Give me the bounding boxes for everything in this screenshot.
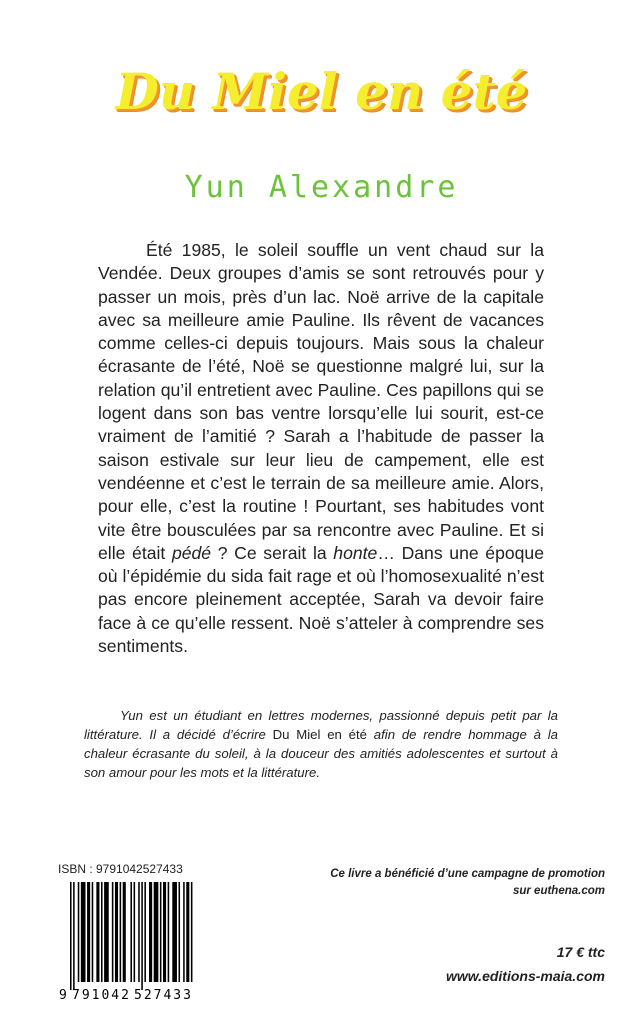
barcode-bar [112, 882, 114, 982]
bio-text-1: Yun est un étudiant en lettres modernes, passionné depuis petit par la littérature. Il a décidé d’écrire [84, 708, 558, 742]
synopsis-text-3: … Dans une époque où l’épidémie du sida fait rage et où l’homosexualité n’est pas encore pleinement acceptée, Sarah va devoir faire face à ce qu’elle ressent. Noë s’atteler à comprendre ses sentiments. [98, 542, 544, 657]
barcode-bar [130, 882, 132, 982]
promo-line-2: sur euthena.com [512, 885, 605, 897]
barcode-bar [120, 882, 122, 982]
barcode-bar [138, 882, 140, 982]
barcode-bar [163, 882, 166, 982]
bio-book-title: Du Miel en été [272, 727, 367, 742]
barcode-bar [78, 882, 80, 982]
barcode-bar [81, 882, 86, 982]
barcode-block [58, 862, 198, 1002]
bio-paragraph [84, 706, 558, 782]
promo-note [305, 866, 605, 900]
barcode-bar [179, 882, 181, 982]
barcode-digits-left: 791042 [72, 988, 131, 1002]
barcode-bar [186, 882, 189, 982]
barcode-bar [115, 882, 118, 982]
isbn-label: ISBN : 9791042527433 [58, 862, 183, 876]
promo-line-1: Ce livre a bénéficié d’une campagne de promotion [330, 868, 605, 880]
synopsis-text-2: ? Ce serait la [211, 542, 334, 563]
barcode-bar [96, 882, 99, 982]
barcode-bar [70, 882, 72, 990]
barcode-bar [160, 882, 162, 982]
synopsis-text-1: Été 1985, le soleil souffle un vent chaud sur la Vendée. Deux groupes d’amis se sont retrouvés pour y passer un mois, près d’un lac. Noë arrive de la capitale avec sa meilleure amie Pauline. Ils rêvent de vacances comme celles-ci depuis toujours. Mais sous la chaleur écrasante de l’été, Noë se questionne malgré lui, sur la relation qu’il entretient avec Pauline. Ces papillons qui se logent dans son bas ventre lorsqu’elle lui sourit, est-ce vraiment de l’amitié ? Sarah a l’habitude de passer la saison estivale sur leur lieu de campement, elle est vendéenne et c’est le terrain de sa meilleure amie. Alors, pour elle, c’est la routine ! Pourtant, ses habitudes vont vite être bousculées par sa rencontre avec Pauline. Et si elle était [98, 240, 544, 563]
bio-text-2: afin de rendre hommage à la chaleur écrasante du soleil, à la douceur des amitiés adolescentes et surtout à son amour pour les mots et la littérature. [84, 727, 559, 780]
price: 17 € ttc [556, 944, 605, 960]
publisher-website[interactable]: www.editions-maia.com [446, 968, 605, 984]
barcode-bar [134, 882, 136, 982]
book-title: Du Miel en été [115, 62, 528, 121]
barcode-bar [141, 882, 143, 990]
synopsis-paragraph [98, 239, 544, 658]
barcode-bar [123, 882, 126, 982]
barcode-bar [154, 882, 159, 982]
barcode-bar [92, 882, 94, 982]
author-bio [84, 706, 558, 782]
barcode-bar [191, 882, 193, 982]
barcode-digit-first: 9 [59, 988, 67, 1002]
barcode-bar [87, 882, 90, 982]
barcode-bar [149, 882, 152, 982]
author-name: Yun Alexandre [184, 170, 459, 205]
barcode-bar [104, 882, 109, 982]
barcode-bar [144, 882, 146, 982]
synopsis [98, 239, 544, 658]
barcode-bar [168, 882, 170, 982]
barcode-bar [73, 882, 75, 990]
barcode-bar [101, 882, 103, 982]
barcode-icon [58, 882, 198, 1002]
synopsis-emphasis-2: honte [333, 542, 378, 563]
barcode-digits-right: 527433 [134, 988, 193, 1002]
barcode-bar [172, 882, 177, 982]
barcode-bar [183, 882, 185, 982]
synopsis-emphasis-1: pédé [171, 542, 212, 563]
